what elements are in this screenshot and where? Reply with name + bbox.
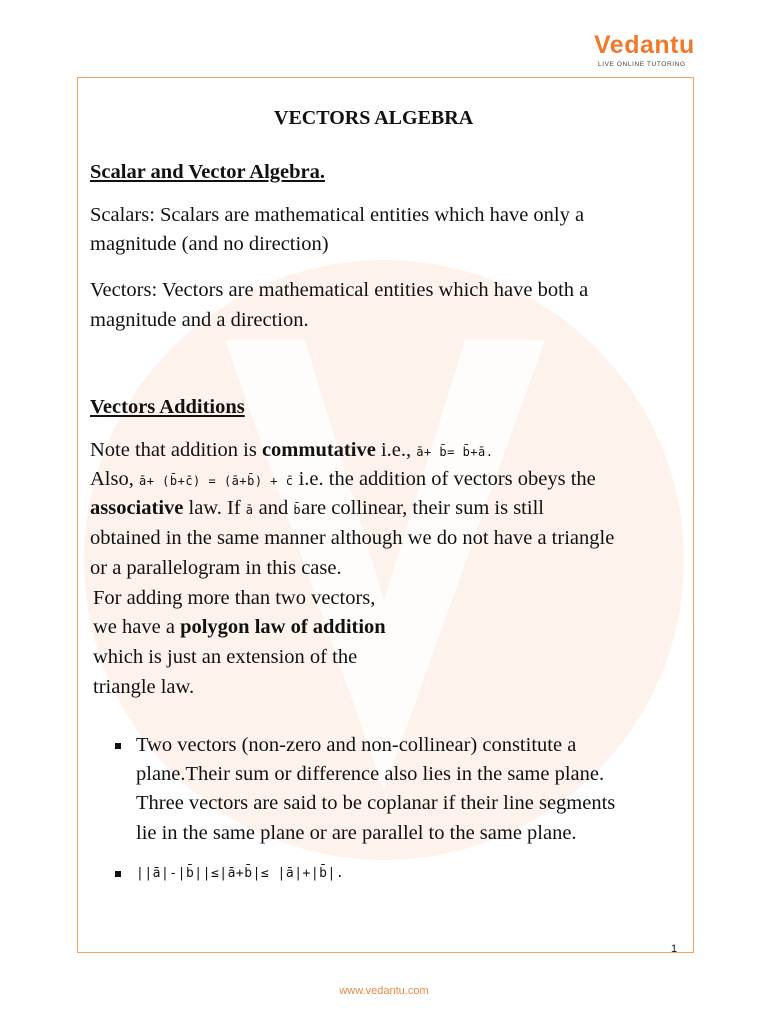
logo-wordmark: Vedantu xyxy=(594,31,695,59)
additions-line-2 xyxy=(90,465,596,496)
scalars-line-1: Scalars: Scalars are mathematical entities which have only a xyxy=(90,204,585,226)
additions-line-1 xyxy=(90,436,493,467)
text-run-bold: commutative xyxy=(261,439,376,461)
text-run: Also, xyxy=(90,468,139,490)
bullet-marker xyxy=(115,743,121,749)
section-heading-scalar-vector: Scalar and Vector Algebra. xyxy=(90,161,325,183)
additions-line-4: obtained in the same manner although we do not have a triangle xyxy=(90,527,615,549)
text-run-bold: associative xyxy=(90,497,184,519)
additions-line-8: which is just an extension of the xyxy=(93,646,358,668)
scalars-line-2: magnitude (and no direction) xyxy=(90,233,329,255)
additions-line-7 xyxy=(93,613,386,642)
additions-line-9: triangle law. xyxy=(93,676,195,698)
bullet-marker xyxy=(115,871,121,877)
math-expression: ā xyxy=(245,503,254,517)
text-run: we have a xyxy=(93,616,181,638)
bullet-1-line-2: plane.Their sum or difference also lies in the same plane. xyxy=(136,763,605,785)
additions-line-5: or a parallelogram in this case. xyxy=(90,557,342,579)
section-heading-vector-additions: Vectors Additions xyxy=(90,396,245,418)
footer-url[interactable]: www.vedantu.com xyxy=(339,985,429,997)
bullet-1-line-3: Three vectors are said to be coplanar if their line segments xyxy=(136,792,616,814)
text-run: are collinear, their sum is still xyxy=(301,497,544,519)
bullet-2-inequality xyxy=(136,857,344,888)
bullet-1-line-1: Two vectors (non-zero and non-collinear) constitute a xyxy=(136,734,577,756)
logo-tagline: LIVE ONLINE TUTORING xyxy=(598,61,686,68)
vectors-line-1: Vectors: Vectors are mathematical entities which have both a xyxy=(90,279,589,301)
math-expression: b̄ xyxy=(293,503,302,517)
additions-line-3 xyxy=(90,494,544,525)
math-expression: ||ā|-|b̄||≤|ā+b̄|≤ |ā|+|b̄|. xyxy=(136,866,345,881)
text-run: and xyxy=(253,497,294,519)
text-run-bold: polygon law of addition xyxy=(180,616,386,638)
math-expression: ā+ b̄= b̄+ā. xyxy=(416,445,494,459)
text-run: i.e. the addition of vectors obeys the xyxy=(293,468,596,490)
text-run: Note that addition is xyxy=(90,439,262,461)
text-run: law. If xyxy=(183,497,246,519)
page-title: VECTORS ALGEBRA xyxy=(274,107,474,129)
math-expression: ā+ (b̄+c̄) = (ā+b̄) + c̄ xyxy=(138,474,294,488)
vectors-line-2: magnitude and a direction. xyxy=(90,309,309,331)
additions-line-6: For adding more than two vectors, xyxy=(93,587,376,609)
vedantu-logo xyxy=(588,28,695,72)
text-run: i.e., xyxy=(375,439,417,461)
page-number: 1 xyxy=(671,943,678,955)
bullet-1-line-4: lie in the same plane or are parallel to the same plane. xyxy=(136,822,577,844)
